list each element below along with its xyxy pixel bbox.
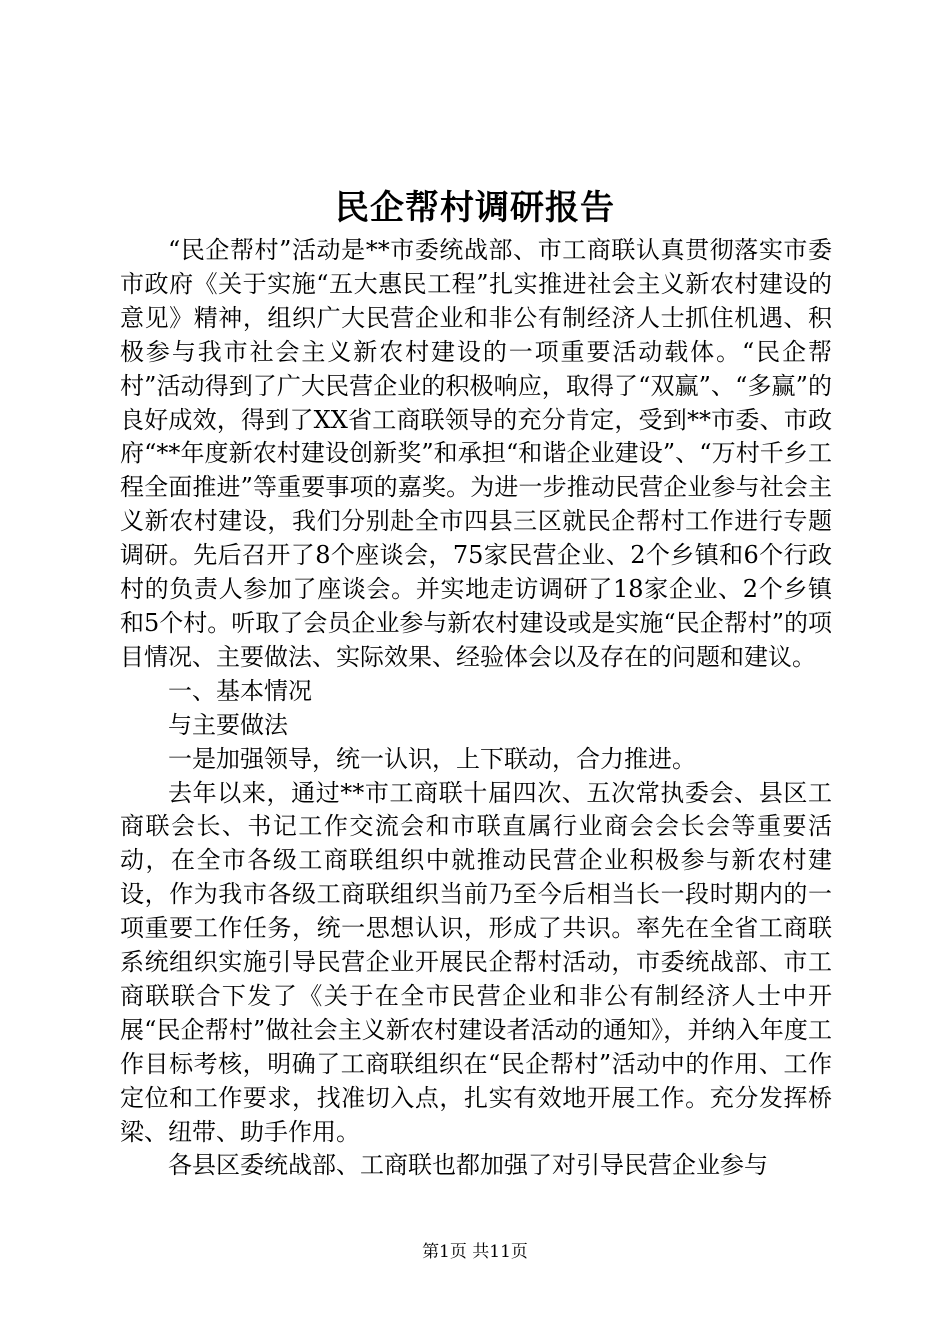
paragraph-intro: “民企帮村”活动是**市委统战部、市工商联认真贯彻落实市委市政府《关于实施“五大惠民工程”扎实推进社会主义新农村建设的意见》精神，组织广大民营企业和非公有制经济人士抓住机遇、积极参与我市社会主义新农村建设的一项重要活动载体。“民企帮村”活动得到了广大民营企业的积极响应，取得了“双赢”、“多赢”的良好成效，得到了XX省工商联领导的充分肯定，受到**市委、市政府“**年度新农村建设创新奖”和承担“和谐企业建设”、“万村千乡工程全面推进”等重要事项的嘉奖。为进一步推动民营企业参与社会主义新农村建设，我们分别赴全市四县三区就民企帮村工作进行专题调研。先后召开了8个座谈会，75家民营企业、2个乡镇和6个行政村的负责人参加了座谈会。并实地走访调研了18家企业、2个乡镇和5个村。听取了会员企业参与新农村建设或是实施“民企帮村”的项目情况、主要做法、实际效果、经验体会以及存在的问题和建议。 — [120, 236, 832, 671]
paragraph-point-one: 一是加强领导，统一认识，上下联动，合力推进。 — [168, 744, 696, 773]
section-heading-methods: 与主要做法 — [168, 710, 288, 739]
section-heading-basic: 一、基本情况 — [168, 676, 312, 705]
paragraph-last-year: 去年以来，通过**市工商联十届四次、五次常执委会、县区工商联会长、书记工作交流会和市联直属行业商会会长会等重要活动，在全市各级工商联组织中就推动民营企业积极参与新农村建设，作为我市各级工商联组织当前乃至今后相当长一段时期内的一项重要工作任务，统一思想认识，形成了共识。率先在全省工商联系统组织实施引导民营企业开展民企帮村活动，市委统战部、市工商联联合下发了《关于在全市民营企业和非公有制经济人士中开展“民企帮村”做社会主义新农村建设者活动的通知》，并纳入年度工作目标考核，明确了工商联组织在“民企帮村”活动中的作用、工作定位和工作要求，找准切入点，扎实有效地开展工作。充分发挥桥梁、纽带、助手作用。 — [120, 778, 832, 1146]
document-title: 民企帮村调研报告 — [335, 188, 615, 228]
page-number-footer: 第1页 共11页 — [422, 1242, 528, 1262]
paragraph-counties: 各县区委统战部、工商联也都加强了对引导民营企业参与 — [168, 1151, 768, 1180]
document-body — [120, 234, 832, 1183]
